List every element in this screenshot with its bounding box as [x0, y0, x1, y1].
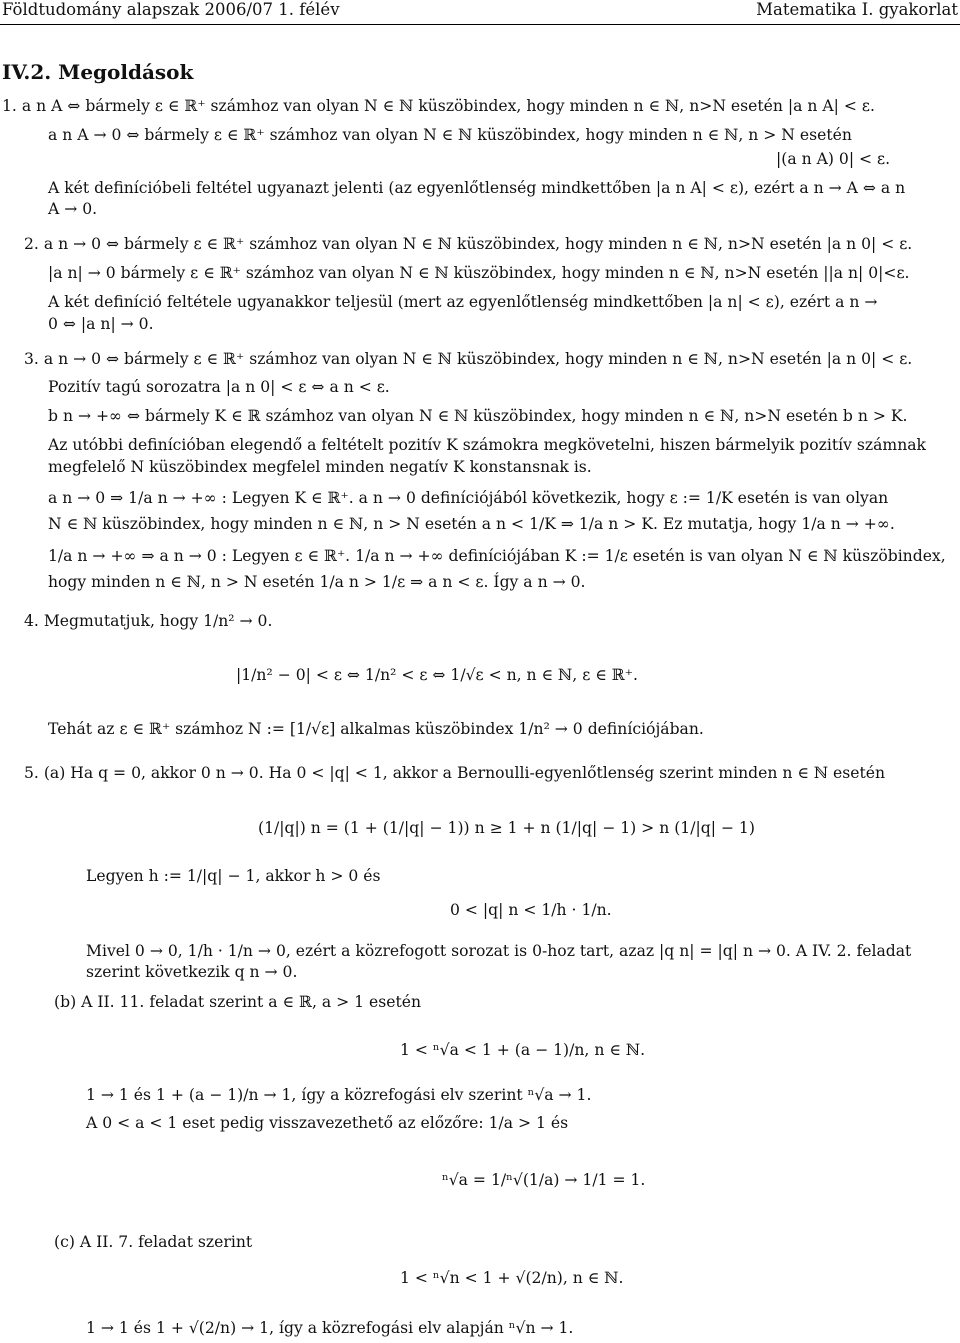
- section-title: IV.2. Megoldások: [2, 60, 194, 84]
- p4-equation: |1/n² − 0| < ε ⇔ 1/n² < ε ⇔ 1/√ε < n, n ∈ ℕ, ε ∈ ℝ⁺.: [236, 666, 638, 684]
- header-rule: [0, 24, 960, 25]
- p5-line-l: (c) A II. 7. feladat szerint: [54, 1233, 253, 1251]
- p3-line-e: megfelelő N küszöbindex megfelel minden negatív K konstansnak is.: [48, 458, 592, 476]
- p1-line-e: A → 0.: [48, 200, 98, 218]
- p3-line-g: N ∈ ℕ küszöbindex, hogy minden n ∈ ℕ, n > N esetén a n < 1/K ⇒ 1/a n > K. Ez mutatja, hogy 1/a n → +∞.: [48, 515, 895, 533]
- p5-equation-c: 1 < ⁿ√n < 1 + √(2/n), n ∈ ℕ.: [400, 1269, 624, 1287]
- p4-line-a: 4. Megmutatjuk, hogy 1/n² → 0.: [24, 612, 273, 630]
- p5-equation-bernoulli: (1/|q|) n = (1 + (1/|q| − 1)) n ≥ 1 + n (1/|q| − 1) > n (1/|q| − 1): [258, 819, 755, 837]
- p4-line-c: Tehát az ε ∈ ℝ⁺ számhoz N := [1/√ε] alkalmas küszöbindex 1/n² → 0 definíciójában.: [48, 720, 704, 738]
- p1-line-d: A két definícióbeli feltétel ugyanazt jelenti (az egyenlőtlenség mindkettőben |a n A| < ε), ezért a n → A ⇔ a n: [48, 179, 906, 197]
- p3-line-f: a n → 0 ⇒ 1/a n → +∞ : Legyen K ∈ ℝ⁺. a n → 0 definíciójából következik, hogy ε := 1/K esetén is van olyan: [48, 489, 889, 507]
- p5-equation-recip: ⁿ√a = 1/ⁿ√(1/a) → 1/1 = 1.: [442, 1171, 646, 1189]
- p5-line-e: Mivel 0 → 0, 1/h · 1/n → 0, ezért a közrefogott sorozat is 0-hoz tart, azaz |q n| = |q| n → 0. A IV. 2. feladat: [86, 942, 912, 960]
- p5-line-i: 1 → 1 és 1 + (a − 1)/n → 1, így a közrefogási elv szerint ⁿ√a → 1.: [86, 1086, 592, 1104]
- p2-line-d: 0 ⇔ |a n| → 0.: [48, 315, 154, 333]
- p5-line-a: 5. (a) Ha q = 0, akkor 0 n → 0. Ha 0 < |q| < 1, akkor a Bernoulli-egyenlőtlenség szerint minden n ∈ ℕ esetén: [24, 764, 886, 782]
- p5-equation-bound: 0 < |q| n < 1/h · 1/n.: [450, 901, 612, 919]
- p5-line-f: szerint következik q n → 0.: [86, 963, 298, 981]
- p2-line-b: |a n| → 0 bármely ε ∈ ℝ⁺ számhoz van olyan N ∈ ℕ küszöbindex, hogy minden n ∈ ℕ, n>N esetén ||a n| 0|<ε.: [48, 264, 910, 282]
- p3-line-a: 3. a n → 0 ⇔ bármely ε ∈ ℝ⁺ számhoz van olyan N ∈ ℕ küszöbindex, hogy minden n ∈ ℕ, n>N esetén |a n 0| < ε.: [24, 350, 913, 368]
- p1-line-c: |(a n A) 0| < ε.: [776, 150, 891, 168]
- header-left: Földtudomány alapszak 2006/07 1. félév: [2, 0, 340, 19]
- p3-line-b: Pozitív tagú sorozatra |a n 0| < ε ⇔ a n < ε.: [48, 378, 390, 396]
- p5-line-j: A 0 < a < 1 eset pedig visszavezethető az előzőre: 1/a > 1 és: [86, 1114, 569, 1132]
- p3-line-i: hogy minden n ∈ ℕ, n > N esetén 1/a n > 1/ε ⇒ a n < ε. Így a n → 0.: [48, 573, 586, 591]
- p3-line-h: 1/a n → +∞ ⇒ a n → 0 : Legyen ε ∈ ℝ⁺. 1/a n → +∞ definíciójában K := 1/ε esetén is van olyan N ∈ ℕ küszöbindex,: [48, 547, 946, 565]
- p2-line-c: A két definíció feltétele ugyanakkor teljesül (mert az egyenlőtlenség mindkettőben |a n| < ε), ezért a n →: [48, 293, 878, 311]
- p5-line-n: 1 → 1 és 1 + √(2/n) → 1, így a közrefogási elv alapján ⁿ√n → 1.: [86, 1319, 574, 1337]
- p5-line-c: Legyen h := 1/|q| − 1, akkor h > 0 és: [86, 867, 381, 885]
- p5-line-g: (b) A II. 11. feladat szerint a ∈ ℝ, a > 1 esetén: [54, 993, 422, 1011]
- p1-line-b: a n A → 0 ⇔ bármely ε ∈ ℝ⁺ számhoz van olyan N ∈ ℕ küszöbindex, hogy minden n ∈ ℕ, n > N esetén: [48, 126, 852, 144]
- p1-line-a: 1. a n A ⇔ bármely ε ∈ ℝ⁺ számhoz van olyan N ∈ ℕ küszöbindex, hogy minden n ∈ ℕ, n>N esetén |a n A| < ε.: [2, 97, 875, 115]
- p3-line-d: Az utóbbi definícióban elegendő a feltételt pozitív K számokra megkövetelni, hiszen bármelyik pozitív számnak: [48, 436, 926, 454]
- header-right: Matematika I. gyakorlat: [756, 0, 958, 19]
- p3-line-c: b n → +∞ ⇔ bármely K ∈ ℝ számhoz van olyan N ∈ ℕ küszöbindex, hogy minden n ∈ ℕ, n>N esetén b n > K.: [48, 407, 908, 425]
- p5-equation-b: 1 < ⁿ√a < 1 + (a − 1)/n, n ∈ ℕ.: [400, 1041, 646, 1059]
- p2-line-a: 2. a n → 0 ⇔ bármely ε ∈ ℝ⁺ számhoz van olyan N ∈ ℕ küszöbindex, hogy minden n ∈ ℕ, n>N esetén |a n 0| < ε.: [24, 235, 913, 253]
